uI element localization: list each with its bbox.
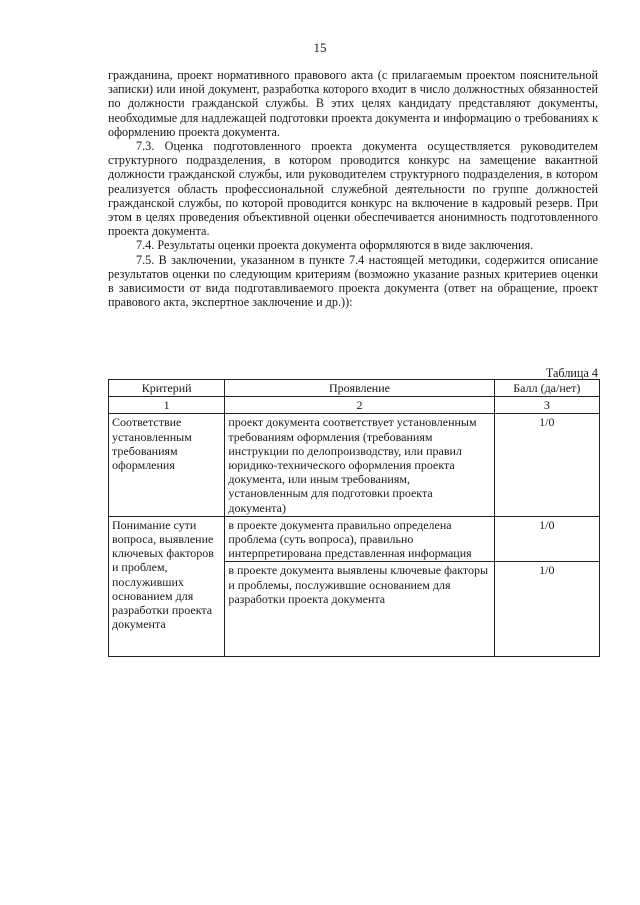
column-number: 2 bbox=[225, 397, 494, 414]
header-score: Балл (да/нет) bbox=[494, 380, 599, 397]
table-header-row bbox=[109, 380, 600, 397]
manifestation-cell: в проекте документа правильно определена проблема (суть вопроса), правильно интерпретирована представленная информация bbox=[225, 516, 494, 562]
score-cell: 1/0 bbox=[494, 562, 599, 657]
criterion-cell: Соответствие установленным требованиям оформления bbox=[109, 414, 225, 516]
table-row bbox=[109, 516, 600, 562]
column-number: 3 bbox=[494, 397, 599, 414]
table-label: Таблица 4 bbox=[545, 366, 598, 380]
header-manifestation: Проявление bbox=[225, 380, 494, 397]
header-criterion: Критерий bbox=[109, 380, 225, 397]
paragraph-7-5: 7.5. В заключении, указанном в пункте 7.4 настоящей методики, содержится описание результатов оценки по следующим критериям (возможно указание разных критериев оценки в зависимости от вида подготавливаемого проекта документа (ответ на обращение, проект правового акта, экспертное заключение и др.)): bbox=[108, 252, 598, 310]
paragraph-continuation: гражданина, проект нормативного правового акта (с прилагаемым проектом пояснительной записки) или иной документ, разработка которого входит в число должностных обязанностей по должности гражданской службы. В этих целях кандидату представляют документы, необходимые для надлежащей подготовки проекта документа и информацию о требованиях к оформлению проекта документа. bbox=[108, 68, 598, 139]
column-number: 1 bbox=[109, 397, 225, 414]
score-cell: 1/0 bbox=[494, 414, 599, 516]
page-number: 15 bbox=[313, 40, 327, 55]
paragraph-7-3: 7.3. Оценка подготовленного проекта документа осуществляется руководителем структурного подразделения, в котором проводится конкурс на замещение вакантной должности гражданской службы, или руководителем структурного подразделения, в котором реализуется область профессиональной служебной деятельности по группе должностей гражданской службы, по которой проводится конкурс на включение в кадровый резерв. При этом в целях проведения объективной оценки обеспечивается анонимность подготовленного проекта документа. bbox=[108, 139, 598, 239]
table-number-row bbox=[109, 397, 600, 414]
manifestation-cell: проект документа соответствует установленным требованиям оформления (требованиям инструкции по делопроизводству, или правил юридико-технического оформления проекта документа, или иным требованиям, установленным для подготовки проекта документа) bbox=[225, 414, 494, 516]
criteria-table bbox=[108, 379, 600, 657]
score-cell: 1/0 bbox=[494, 516, 599, 562]
paragraph-7-4: 7.4. Результаты оценки проекта документа оформляются в виде заключения. bbox=[136, 238, 534, 253]
body-text bbox=[108, 68, 598, 309]
manifestation-cell: в проекте документа выявлены ключевые факторы и проблемы, послужившие основанием для разработки проекта документа bbox=[225, 562, 494, 657]
criterion-cell: Понимание сути вопроса, выявление ключевых факторов и проблем, послуживших основанием для разработки проекта документа bbox=[109, 516, 225, 657]
table-row bbox=[109, 414, 600, 516]
